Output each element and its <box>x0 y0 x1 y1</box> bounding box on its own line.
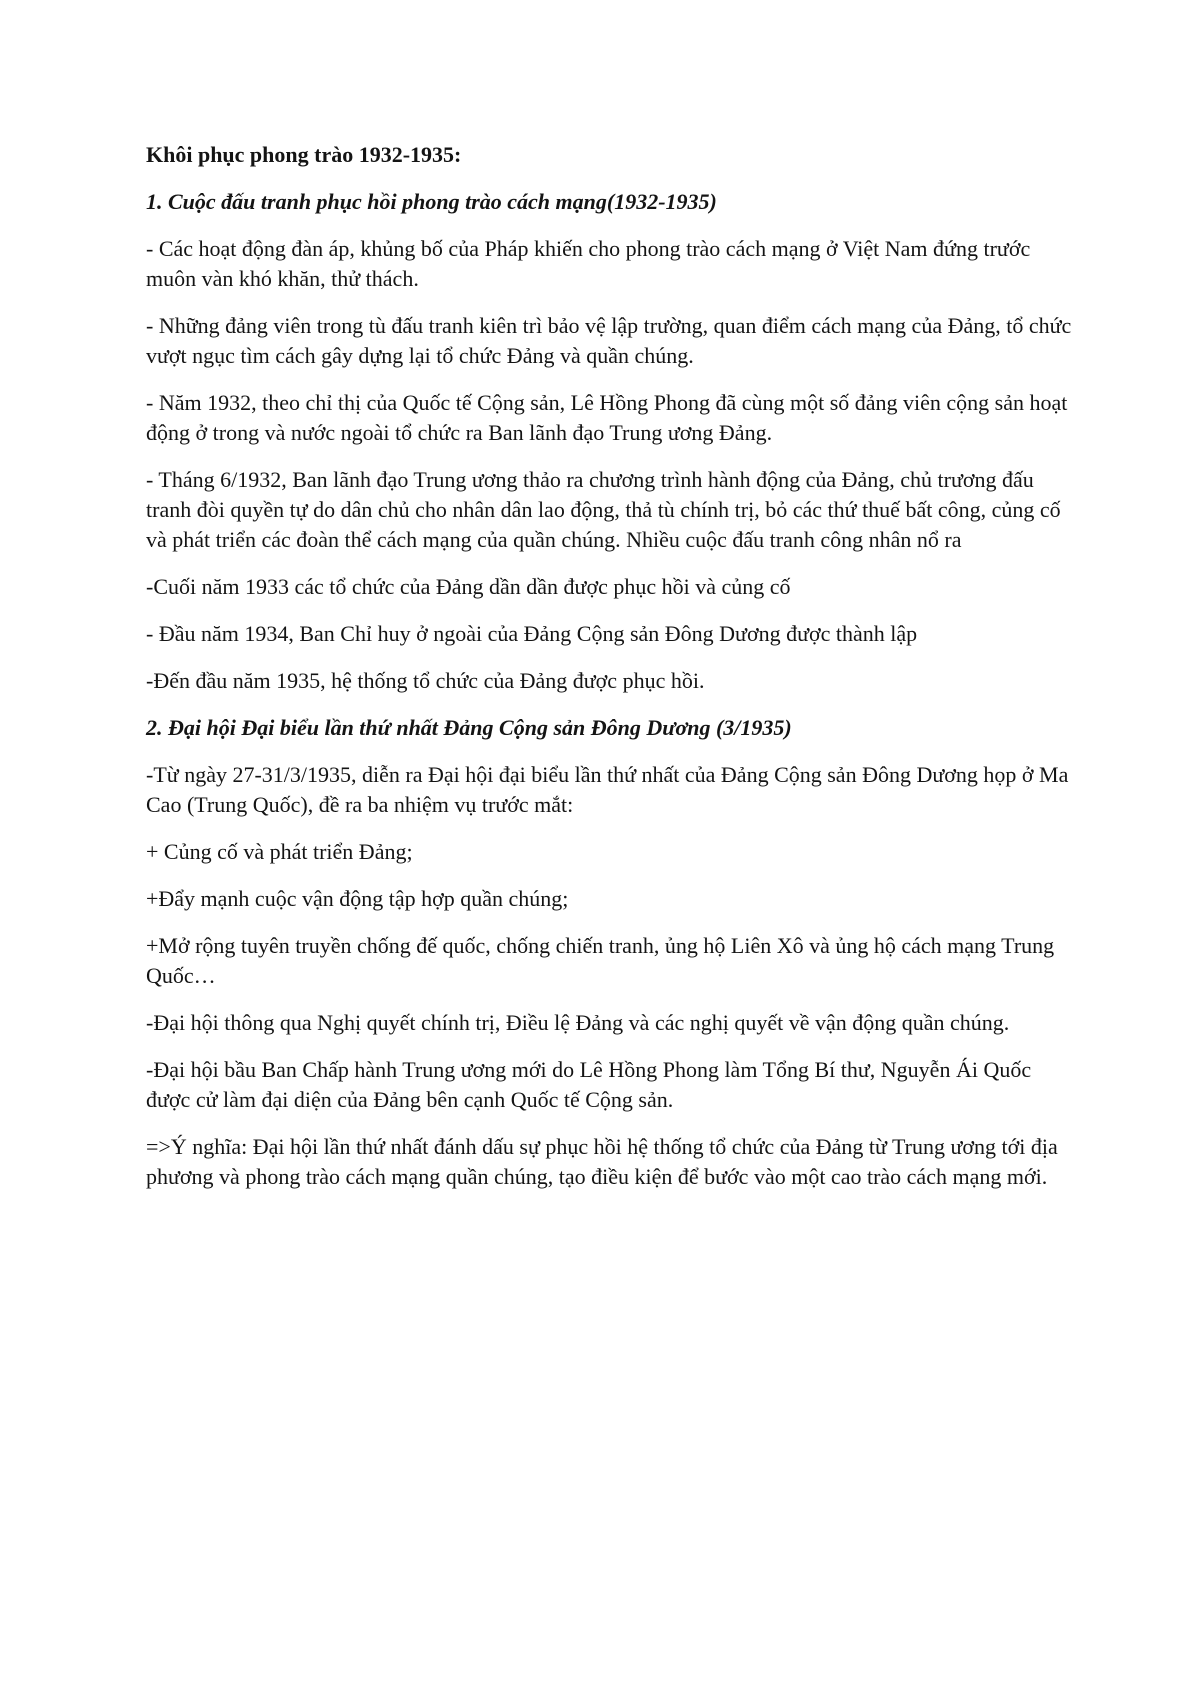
paragraph: -Đại hội thông qua Nghị quyết chính trị, Điều lệ Đảng và các nghị quyết về vận động quần chúng. <box>146 1010 1010 1035</box>
section-1-heading: 1. Cuộc đấu tranh phục hồi phong trào cách mạng(1932-1935) <box>146 189 717 214</box>
paragraph: - Tháng 6/1932, Ban lãnh đạo Trung ương thảo ra chương trình hành động của Đảng, chủ trương đấu tranh đòi quyền tự do dân chủ cho nhân dân lao động, thả tù chính trị, bỏ các thứ thuế bất công, củng cố và phát triển các đoàn thể cách mạng của quần chúng. Nhiều cuộc đấu tranh công nhân nổ ra <box>146 467 1061 552</box>
paragraph: -Đến đầu năm 1935, hệ thống tổ chức của Đảng được phục hồi. <box>146 668 705 693</box>
paragraph: - Đầu năm 1934, Ban Chỉ huy ở ngoài của Đảng Cộng sản Đông Dương được thành lập <box>146 621 918 646</box>
list-item: +Đẩy mạnh cuộc vận động tập hợp quần chúng; <box>146 886 569 911</box>
paragraph: -Cuối năm 1933 các tổ chức của Đảng dần dần được phục hồi và củng cố <box>146 574 791 599</box>
paragraph: - Các hoạt động đàn áp, khủng bố của Pháp khiến cho phong trào cách mạng ở Việt Nam đứng trước muôn vàn khó khăn, thử thách. <box>146 236 1031 291</box>
list-item: +Mở rộng tuyên truyền chống đế quốc, chống chiến tranh, ủng hộ Liên Xô và ủng hộ cách mạng Trung Quốc… <box>146 933 1055 988</box>
paragraph: -Đại hội bầu Ban Chấp hành Trung ương mới do Lê Hồng Phong làm Tổng Bí thư, Nguyễn Ái Quốc được cử làm đại diện của Đảng bên cạnh Quốc tế Cộng sản. <box>146 1057 1032 1112</box>
document-title: Khôi phục phong trào 1932-1935: <box>146 142 462 167</box>
paragraph: - Những đảng viên trong tù đấu tranh kiên trì bảo vệ lập trường, quan điểm cách mạng của Đảng, tổ chức vượt ngục tìm cách gây dựng lại tổ chức Đảng và quần chúng. <box>146 313 1072 368</box>
paragraph: - Năm 1932, theo chỉ thị của Quốc tế Cộng sản, Lê Hồng Phong đã cùng một số đảng viên cộng sản hoạt động ở trong và nước ngoài tổ chức ra Ban lãnh đạo Trung ương Đảng. <box>146 390 1068 445</box>
paragraph: -Từ ngày 27-31/3/1935, diễn ra Đại hội đại biểu lần thứ nhất của Đảng Cộng sản Đông Dương họp ở Ma Cao (Trung Quốc), đề ra ba nhiệm vụ trước mắt: <box>146 762 1069 817</box>
section-2-heading: 2. Đại hội Đại biểu lần thứ nhất Đảng Cộng sản Đông Dương (3/1935) <box>146 715 792 740</box>
conclusion-paragraph: =>Ý nghĩa: Đại hội lần thứ nhất đánh dấu sự phục hồi hệ thống tổ chức của Đảng từ Trung ương tới địa phương và phong trào cách mạng quần chúng, tạo điều kiện để bước vào một cao trào cách mạng mới. <box>146 1134 1058 1189</box>
list-item: + Củng cố và phát triển Đảng; <box>146 839 413 864</box>
document-page <box>146 140 1076 1209</box>
